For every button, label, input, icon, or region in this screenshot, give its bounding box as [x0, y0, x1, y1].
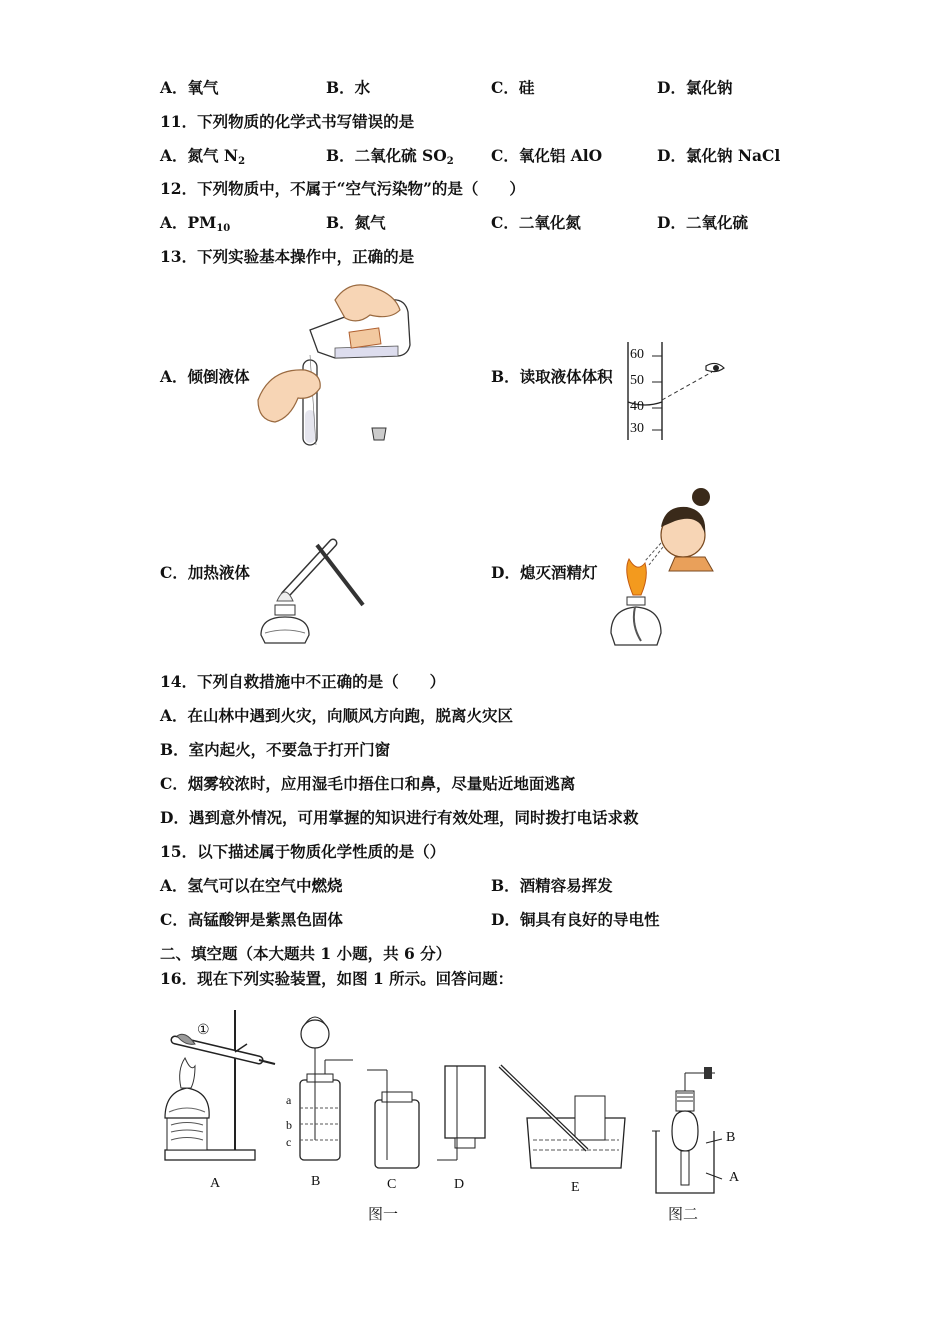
q14-option-c: C．烟雾较浓时，应用湿毛巾捂住口和鼻，尽量贴近地面逃离 — [160, 774, 576, 793]
pouring-liquid-illustration — [250, 270, 420, 455]
label-a: a — [286, 1093, 292, 1107]
q12-stem: 12．下列物质中，不属于“空气污染物”的是（ ） — [160, 179, 525, 198]
q13-option-b: B．读取液体体积 — [491, 367, 613, 386]
q13-option-a: A．倾倒液体 — [160, 367, 250, 386]
q12-option-d: D．二氧化硫 — [657, 213, 748, 232]
blowing-out-lamp-illustration — [605, 485, 720, 650]
q13-option-d: D．熄灭酒精灯 — [491, 563, 598, 582]
q11-option-d: D．氯化钠 NaCl — [657, 146, 781, 165]
cylinder-tick-40: 40 — [630, 399, 644, 414]
q10-option-c: C．硅 — [491, 78, 535, 97]
q12-option-b: B．氮气 — [326, 213, 386, 232]
cylinder-tick-30: 30 — [630, 421, 644, 436]
apparatus-label-d: D — [454, 1177, 465, 1192]
q10-option-a: A．氧气 — [160, 78, 219, 97]
q14-option-d: D．遇到意外情况，可用掌握的知识进行有效处理，同时拨打电话求救 — [160, 808, 639, 827]
q15-option-b: B．酒精容易挥发 — [491, 876, 613, 895]
figure-two-caption: 图二 — [668, 1207, 699, 1223]
q14-option-b: B．室内起火，不要急于打开门窗 — [160, 740, 391, 759]
fig2-label-a: A — [729, 1170, 740, 1185]
figure-one-caption: 图一 — [368, 1207, 399, 1223]
q11-option-a: A．氮气 $N_2$ — [160, 146, 246, 167]
q15-option-c: C．高锰酸钾是紫黑色固体 — [160, 910, 343, 929]
q15-option-a: A．氢气可以在空气中燃烧 — [160, 876, 343, 895]
label-circle-one: ① — [197, 1023, 210, 1038]
label-c: c — [286, 1135, 292, 1149]
q12-option-a: A．$PM_{10}$ — [160, 213, 231, 234]
section-two-heading: 二、填空题（本大题共 1 小题，共 6 分） — [160, 944, 452, 963]
q14-stem: 14．下列自救措施中不正确的是（ ） — [160, 672, 446, 691]
q14-option-a: A．在山林中遇到火灾，向顺风方向跑，脱离火灾区 — [160, 706, 514, 725]
q15-stem: 15．以下描述属于物质化学性质的是（） — [160, 842, 446, 861]
q10-option-d: D．氯化钠 — [657, 78, 733, 97]
apparatus-label-a: A — [210, 1176, 221, 1191]
q11-option-c: C．氧化铝 AlO — [491, 146, 603, 165]
apparatus-label-e: E — [571, 1180, 580, 1195]
q13-stem: 13．下列实验基本操作中，正确的是 — [160, 247, 415, 266]
q11-stem: 11．下列物质的化学式书写错误的是 — [160, 112, 415, 131]
q11-option-b: B．二氧化硫 $SO_2$ — [326, 146, 454, 167]
q12-option-c: C．二氧化氮 — [491, 213, 581, 232]
apparatus-figure-two — [650, 1055, 730, 1200]
label-b: b — [286, 1118, 292, 1132]
apparatus-label-c: C — [387, 1177, 397, 1192]
cylinder-tick-60: 60 — [630, 347, 644, 362]
apparatus-label-b: B — [311, 1174, 321, 1189]
q10-option-b: B．水 — [326, 78, 371, 97]
heating-liquid-illustration — [255, 535, 375, 650]
q16-stem: 16．现在下列实验装置，如图 1 所示。回答问题： — [160, 969, 514, 988]
q15-option-d: D．铜具有良好的导电性 — [491, 910, 660, 929]
q13-option-c: C．加热液体 — [160, 563, 250, 582]
cylinder-tick-50: 50 — [630, 373, 644, 388]
fig2-label-b: B — [726, 1130, 736, 1145]
apparatus-figure-one — [155, 1000, 635, 1175]
